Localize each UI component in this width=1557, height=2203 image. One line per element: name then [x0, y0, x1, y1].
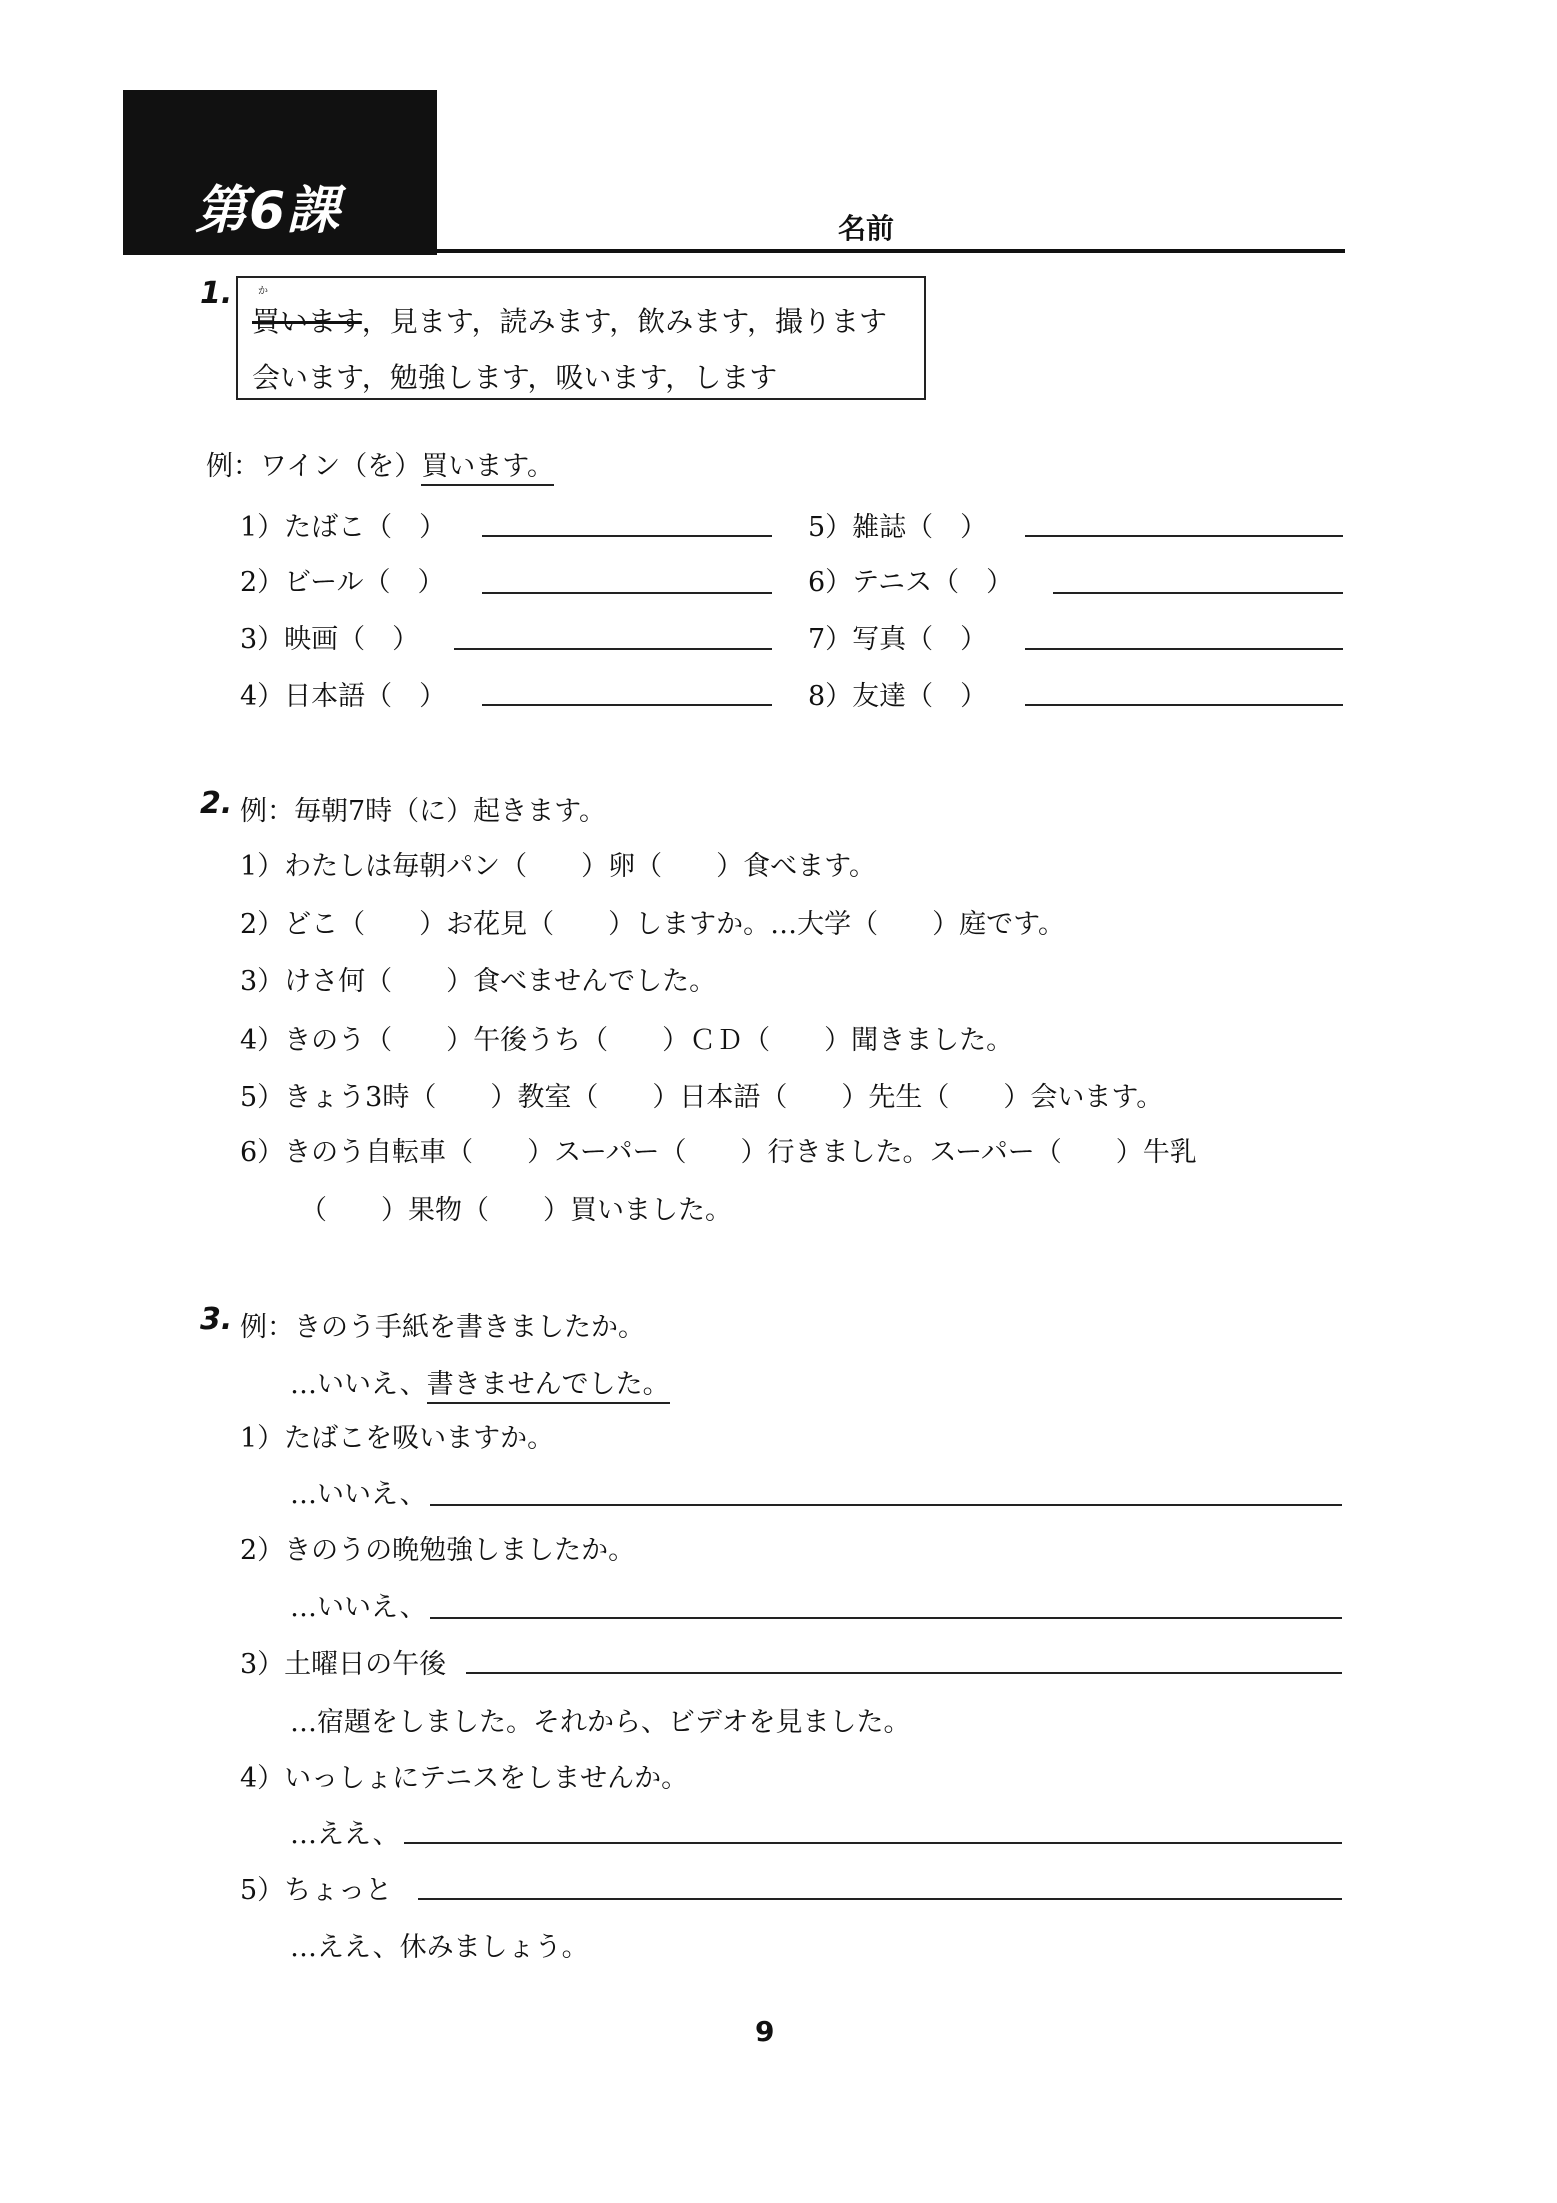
- s3-item-4-question: 4）いっしょにテニスをしませんか。: [240, 1763, 689, 1794]
- s3-item-2-blank[interactable]: [430, 1617, 1342, 1619]
- s3-item-5-answer: …ええ、休みましょう。: [290, 1932, 589, 1963]
- header-rule: [123, 249, 1345, 253]
- s3-item-3-blank[interactable]: [466, 1672, 1342, 1674]
- s3-item-4-answer: …ええ、: [290, 1819, 400, 1850]
- page-number: 9: [755, 2015, 775, 2048]
- lesson-title: 第6課: [195, 181, 342, 241]
- s2-item-4: 4）きのう（ ）午後うち（ ）ＣＤ（ ）聞きました。: [240, 1025, 1014, 1056]
- section-2-example: 例：毎朝7時（に）起きます。: [240, 796, 607, 827]
- s1-item-8: 8）友達（ ）: [808, 681, 988, 712]
- s1-item-4-blank[interactable]: [482, 704, 772, 706]
- word-box-line-1-rest: ，見ます，読みます，飲みます，撮ります: [361, 305, 888, 338]
- s3-item-1-question: 1）たばこを吸いますか。: [240, 1423, 555, 1454]
- s1-item-3: 3）映画（ ）: [240, 624, 420, 655]
- example-answer-prefix: …いいえ、: [290, 1369, 427, 1400]
- s2-item-3: 3）けさ何（ ）食べませんでした。: [240, 966, 717, 997]
- example-answer-text: 書きませんでした。: [427, 1369, 670, 1404]
- s2-item-1: 1）わたしは毎朝パン（ ）卵（ ）食べます。: [240, 851, 877, 882]
- s1-item-2-blank[interactable]: [482, 592, 772, 594]
- s2-item-2: 2）どこ（ ）お花見（ ）しますか。…大学（ ）庭です。: [240, 909, 1066, 940]
- s2-item-6: 6）きのう自転車（ ）スーパー（ ）行きました。スーパー（ ）牛乳: [240, 1137, 1197, 1168]
- s3-item-1-answer: …いいえ、: [290, 1479, 427, 1510]
- lesson-title-box: [123, 90, 437, 255]
- word-box: か 買います，見ます，読みます，飲みます，撮ります 会います，勉強します，吸います，します: [236, 276, 926, 400]
- section-3-example-question: 例：きのう手紙を書きましたか。: [240, 1312, 645, 1343]
- s1-item-7-blank[interactable]: [1025, 648, 1343, 650]
- s3-item-3-answer: …宿題をしました。それから、ビデオを見ました。: [290, 1707, 911, 1738]
- s1-item-5-blank[interactable]: [1025, 535, 1343, 537]
- s2-item-6-cont: （ ）果物（ ）買いました。: [300, 1195, 732, 1226]
- example-prefix: 例：ワイン（を）: [206, 451, 422, 482]
- s3-item-1-blank[interactable]: [430, 1504, 1342, 1506]
- word-box-line-1: [252, 300, 887, 340]
- s1-item-5: 5）雑誌（ ）: [808, 512, 988, 543]
- word-box-line-2: 会います，勉強します，吸います，します: [252, 361, 778, 394]
- s1-item-1: 1）たばこ（ ）: [240, 512, 447, 543]
- section-3-number: 3.: [200, 1302, 233, 1337]
- s1-item-3-blank[interactable]: [454, 648, 772, 650]
- s2-item-5: 5）きょう3時（ ）教室（ ）日本語（ ）先生（ ）会います。: [240, 1082, 1164, 1113]
- section-3-example-answer: [290, 1362, 670, 1401]
- name-label: 名前: [838, 212, 895, 245]
- s1-item-6-blank[interactable]: [1053, 592, 1343, 594]
- s1-item-4: 4）日本語（ ）: [240, 681, 447, 712]
- s1-item-1-blank[interactable]: [482, 535, 772, 537]
- s1-item-8-blank[interactable]: [1025, 704, 1343, 706]
- s3-item-2-question: 2）きのうの晩勉強しましたか。: [240, 1535, 636, 1566]
- s3-item-5-question: 5）ちょっと: [240, 1875, 393, 1906]
- s3-item-2-answer: …いいえ、: [290, 1592, 427, 1623]
- s1-item-2: 2）ビール（ ）: [240, 567, 445, 598]
- s1-item-6: 6）テニス（ ）: [808, 567, 1014, 598]
- s3-item-5-blank[interactable]: [418, 1898, 1342, 1900]
- s1-item-7: 7）写真（ ）: [808, 624, 988, 655]
- struck-example-word: 買います: [252, 305, 362, 338]
- section-1-number: 1.: [200, 276, 233, 311]
- section-1-example: [206, 444, 554, 483]
- section-2-number: 2.: [200, 786, 233, 821]
- s3-item-3-question: 3）土曜日の午後: [240, 1649, 447, 1680]
- example-answer: 買います。: [421, 451, 554, 486]
- s3-item-4-blank[interactable]: [404, 1842, 1342, 1844]
